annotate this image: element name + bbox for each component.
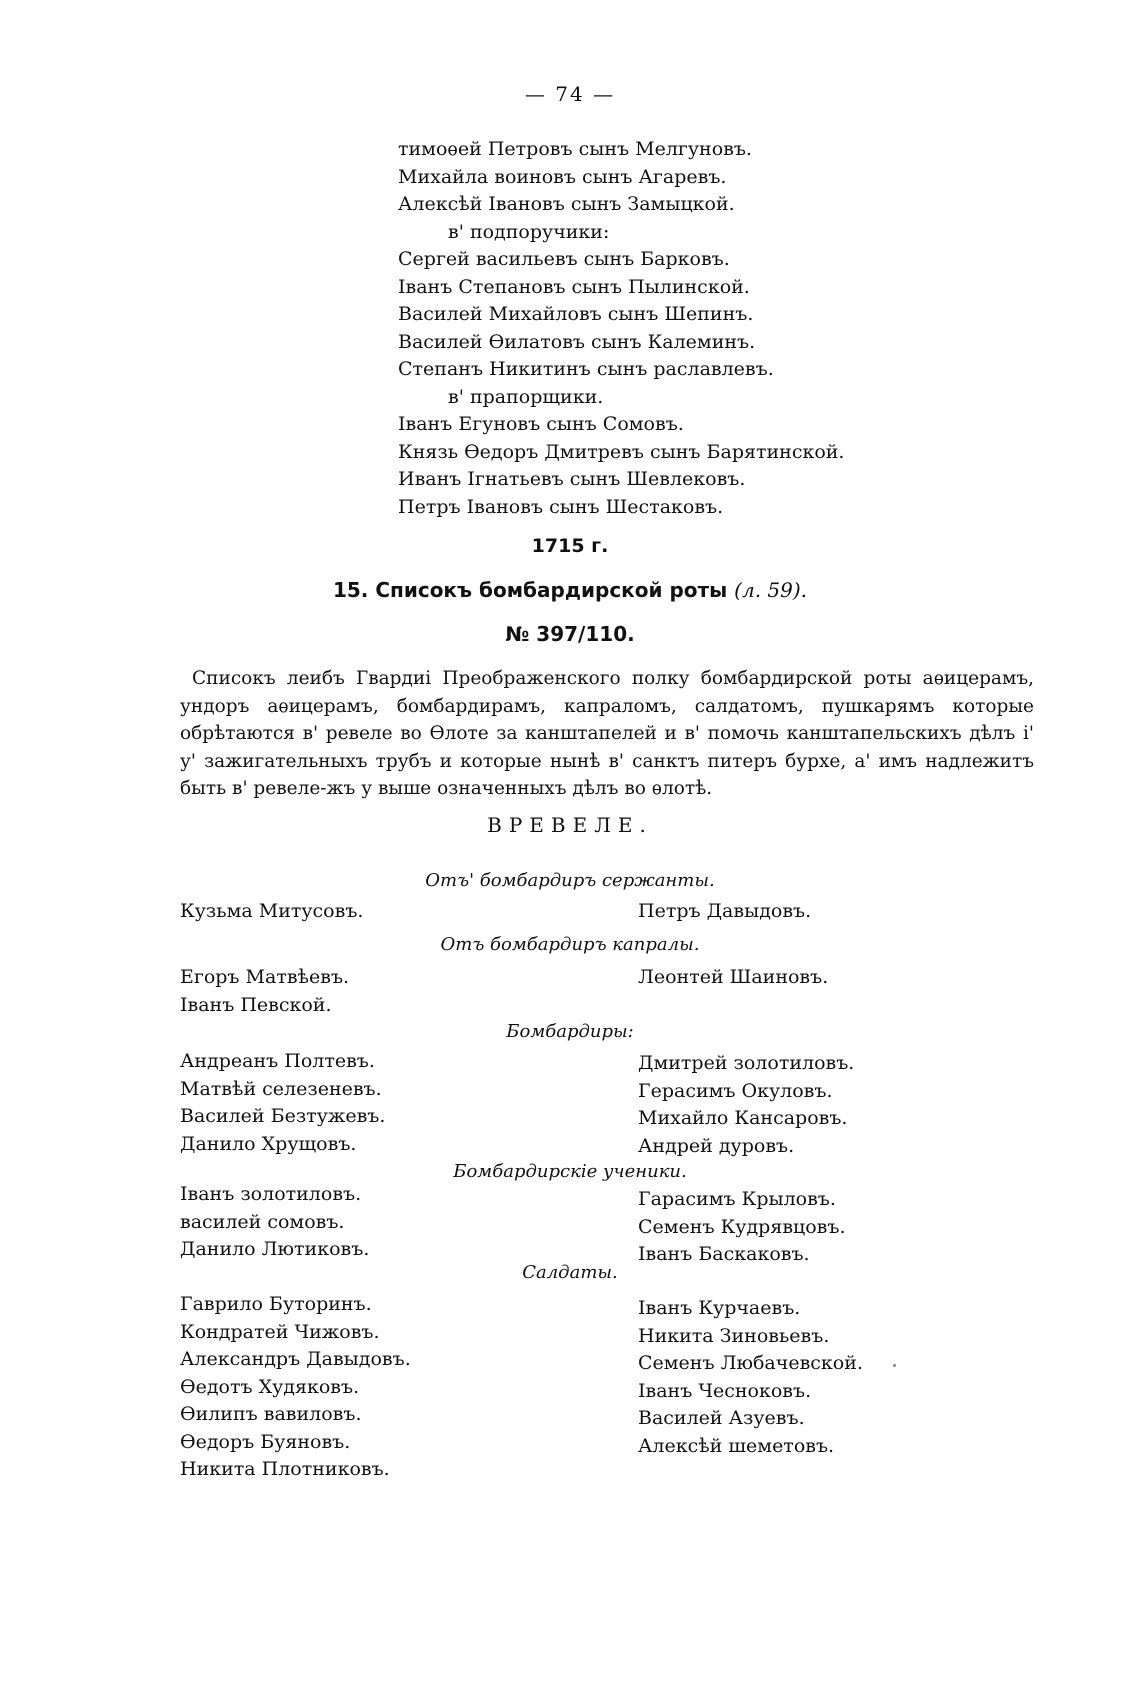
person-name: Матвѣй селезеневъ.	[180, 1077, 382, 1100]
person-name: Василей Безтужевъ.	[180, 1105, 386, 1127]
section-folio-ref: (л. 59).	[734, 578, 808, 602]
person-name: Андреанъ Полтевъ.	[180, 1050, 375, 1072]
person-name: Никита Зиновьевъ.	[638, 1324, 830, 1347]
place-heading: ВРЕВЕЛЕ.	[487, 813, 653, 837]
list-line: тимоѳей Петровъ сынъ Мелгуновъ.	[398, 138, 752, 160]
page-number: — 74 —	[524, 82, 616, 106]
person-name: Герасимъ Окуловъ.	[638, 1079, 833, 1102]
rank-subheading: в' подпоручики:	[448, 220, 610, 243]
group-heading-bombardiers: Бомбардиры:	[506, 1021, 634, 1042]
list-line: Василей Михайловъ сынъ Шепинъ.	[398, 303, 754, 325]
person-name: Ѳилипъ вавиловъ.	[180, 1403, 362, 1425]
person-name: Михайло Кансаровъ.	[638, 1107, 848, 1129]
sergeants-left-column	[180, 898, 363, 926]
person-name: Гаврило Буторинъ.	[180, 1293, 372, 1315]
bombardiers-left-column	[180, 1048, 385, 1158]
person-name: Леонтей Шаиновъ.	[638, 966, 829, 988]
list-line: Князь Ѳедоръ Дмитревъ сынъ Барятинской.	[398, 440, 845, 463]
person-name: Егоръ Матвѣевъ.	[180, 966, 350, 988]
list-line: Іванъ Егуновъ сынъ Сомовъ.	[398, 413, 684, 435]
person-name: Василей Азуевъ.	[638, 1407, 805, 1429]
group-heading-sergeants: Отъ' бомбардиръ сержанты.	[425, 870, 715, 891]
person-name: Петръ Давыдовъ.	[638, 900, 812, 922]
person-name: Кондратей Чижовъ.	[180, 1320, 380, 1343]
officer-list	[398, 136, 844, 521]
corporals-left-column	[180, 964, 349, 1019]
soldiers-right-column	[638, 1295, 863, 1460]
rank-subheading: в' прапорщики.	[448, 385, 604, 408]
list-line: Михайла воиновъ сынъ Агаревъ.	[398, 165, 727, 188]
person-name: Алексѣй шеметовъ.	[638, 1434, 835, 1457]
person-name: Ѳедотъ Худяковъ.	[180, 1375, 360, 1398]
person-name: Никита Плотниковъ.	[180, 1458, 390, 1480]
list-line: Степанъ Никитинъ сынъ раславлевъ.	[398, 358, 774, 380]
students-right-column	[638, 1186, 846, 1269]
person-name: Іванъ золотиловъ.	[180, 1183, 362, 1205]
person-name: Семенъ Кудрявцовъ.	[638, 1215, 846, 1238]
person-name: Ѳедоръ Буяновъ.	[180, 1430, 351, 1453]
list-line: Василей Ѳилатовъ сынъ Калеминъ.	[398, 330, 756, 353]
bombardiers-right-column	[638, 1050, 854, 1160]
person-name: василей сомовъ.	[180, 1210, 345, 1233]
person-name: Семенъ Любачевской.	[638, 1352, 863, 1374]
person-name: Александръ Давыдовъ.	[180, 1348, 411, 1370]
group-heading-corporals: Отъ бомбардиръ капралы.	[440, 934, 700, 955]
list-line: Іванъ Степановъ сынъ Пылинской.	[398, 275, 750, 298]
year-heading: 1715 г.	[531, 535, 609, 557]
person-name: Іванъ Певской.	[180, 993, 332, 1016]
person-name: Андрей дуровъ.	[638, 1134, 795, 1157]
section-title	[0, 578, 1140, 602]
sergeants-right-column	[638, 898, 811, 926]
list-line: Петръ Івановъ сынъ Шестаковъ.	[398, 495, 724, 518]
person-name: Данило Хрущовъ.	[180, 1132, 357, 1155]
document-number: № 397/110.	[505, 622, 635, 646]
intro-paragraph: Списокъ леибъ Гвардиі Преображенского полку бомбардирской роты аѳицерамъ, ундоръ аѳицерамъ, бомбардирамъ, капраломъ, салдатомъ, пушкарямъ которые обрѣтаются в' ревеле во Ѳлоте за канштапелей и в' помочь канштапельскихъ дѣлъ і' у' зажигательныхъ трубъ и которые нынѣ в' санктъ питеръ бурхе, а' имъ надлежитъ быть в' ревеле-жъ у выше означенныхъ дѣлъ во ѳлотѣ.	[180, 668, 1034, 799]
group-heading-soldiers: Салдаты.	[522, 1262, 618, 1283]
section-title-text: 15. Списокъ бомбардирской роты	[332, 578, 728, 602]
list-line: Алексѣй Івановъ сынъ Замыцкой.	[398, 193, 735, 215]
list-line: Сергей васильевъ сынъ Барковъ.	[398, 248, 730, 270]
person-name: Кузьма Митусовъ.	[180, 900, 364, 922]
print-speck	[893, 1364, 896, 1367]
students-left-column	[180, 1181, 369, 1264]
group-heading-students: Бомбардирскіе ученики.	[453, 1161, 687, 1182]
corporals-right-column	[638, 964, 828, 992]
person-name: Іванъ Курчаевъ.	[638, 1297, 801, 1319]
person-name: Данило Лютиковъ.	[180, 1238, 370, 1260]
person-name: Дмитрей золотиловъ.	[638, 1052, 855, 1074]
list-line: Иванъ Ігнатьевъ сынъ Шевлековъ.	[398, 468, 746, 490]
soldiers-left-column	[180, 1291, 411, 1484]
person-name: Іванъ Чесноковъ.	[638, 1379, 812, 1402]
person-name: Іванъ Баскаковъ.	[638, 1243, 810, 1265]
person-name: Гарасимъ Крыловъ.	[638, 1188, 836, 1210]
